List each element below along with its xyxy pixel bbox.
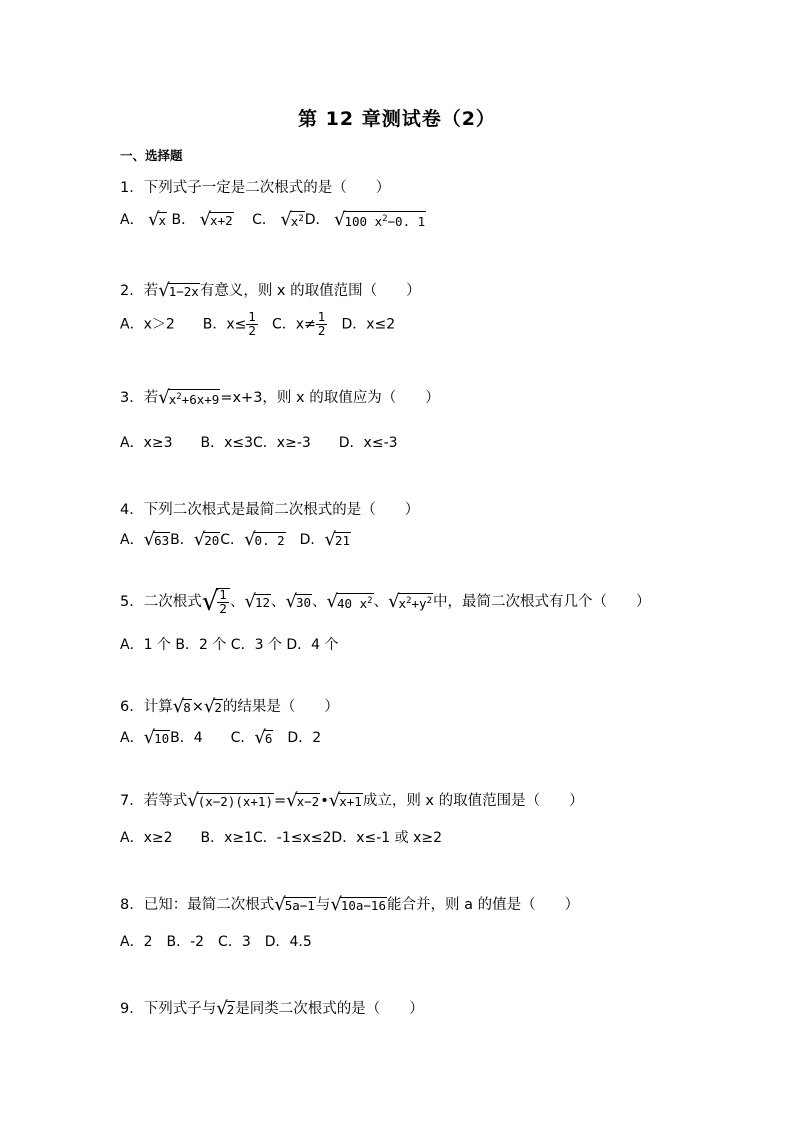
question-5-stem: 5．二次根式√ $\frac{1}{2}$ 、√12、√30、√40 $x^2$、$√x^2+y^2$中，最简二次根式有几个（ ）: [120, 587, 651, 617]
radical: √0. 2: [244, 529, 285, 550]
question-7-options: A．x≥2 B．x≥1C．-1≤x≤2D．x≤-1 或 x≥2: [120, 830, 442, 846]
question-4-stem: 4．下列二次根式是最简二次根式的是（ ）: [120, 502, 420, 518]
radical: √x+1: [328, 790, 362, 811]
radical: $√x^2$: [280, 209, 304, 230]
radical: $√x^2+6x+9$: [158, 387, 220, 408]
radical: √10a−16: [330, 894, 386, 915]
radical: √21: [324, 529, 350, 550]
question-1-options: A． √x B． √x+2 C． $√x^2D$． √100 $x^2-0$. 1: [120, 209, 426, 230]
question-2-stem: 2．若√1−2x有意义，则 x 的取值范围（ ）: [120, 280, 421, 301]
radical: √ $\frac{1}{2}$: [202, 588, 230, 616]
radical: √40 $x^2$: [326, 591, 373, 612]
fraction: $\frac{1}{2}$: [248, 310, 257, 338]
radical: $√x^2+y^2$: [388, 591, 432, 612]
question-1-stem: 1．下列式子一定是二次根式的是（ ）: [120, 180, 391, 196]
radical: √5a−1: [274, 894, 315, 915]
question-3-stem: 3．若$√x^2+6x+9=x+3$，则 x 的取值应为（ ）: [120, 387, 440, 408]
question-2-options: A．x＞2 B．x≤ $\frac{1}{2}$ C．x≠ $\frac{1}{2}$ D．x≤2: [120, 310, 396, 338]
question-6-stem: 6．计算√8×√2的结果是（ ）: [120, 696, 339, 717]
radical: √63: [143, 529, 170, 550]
radical: √30: [285, 591, 312, 612]
radical: √x−2: [286, 790, 320, 811]
question-7-stem: 7．若等式√(x−2)(x+1)=√x−2•√x+1成立，则 x 的取值范围是（ ）: [120, 790, 584, 811]
question-9-stem: 9．下列式子与√2是同类二次根式的是（ ）: [120, 998, 424, 1019]
question-3-options: A．x≥3 B．x≤3C．x≥-3 D．x≤-3: [120, 435, 398, 451]
question-4-options: A．√63B．√20C．√0. 2 D．√21: [120, 529, 350, 550]
radical: √20: [193, 529, 220, 550]
fraction: $\frac{1}{2}$: [317, 310, 326, 338]
radical: √x+2: [199, 209, 233, 230]
radical: √2: [203, 696, 222, 717]
question-5-options: A．1 个 B．2 个 C．3 个 D．4 个: [120, 637, 339, 653]
radical: √2: [216, 998, 235, 1019]
radical: √100 $x^2-0$. 1: [333, 209, 426, 230]
radical: √x: [148, 209, 167, 230]
question-8-stem: 8．已知：最简二次根式√5a−1与√10a−16能合并，则 a 的值是（ ）: [120, 894, 580, 915]
radical: √(x−2)(x+1): [187, 790, 273, 811]
radical: √10: [143, 727, 170, 748]
question-6-options: A．√10B．4 C．√6 D．2: [120, 727, 322, 748]
section-heading: 一、选择题: [120, 148, 183, 163]
question-8-options: A．2 B．-2 C．3 D．4.5: [120, 934, 312, 950]
radical: √1−2x: [158, 280, 199, 301]
page-title: 第 12 章测试卷（2）: [298, 108, 496, 130]
radical: √8: [172, 696, 191, 717]
radical: √6: [254, 727, 273, 748]
radical: √12: [244, 591, 270, 612]
